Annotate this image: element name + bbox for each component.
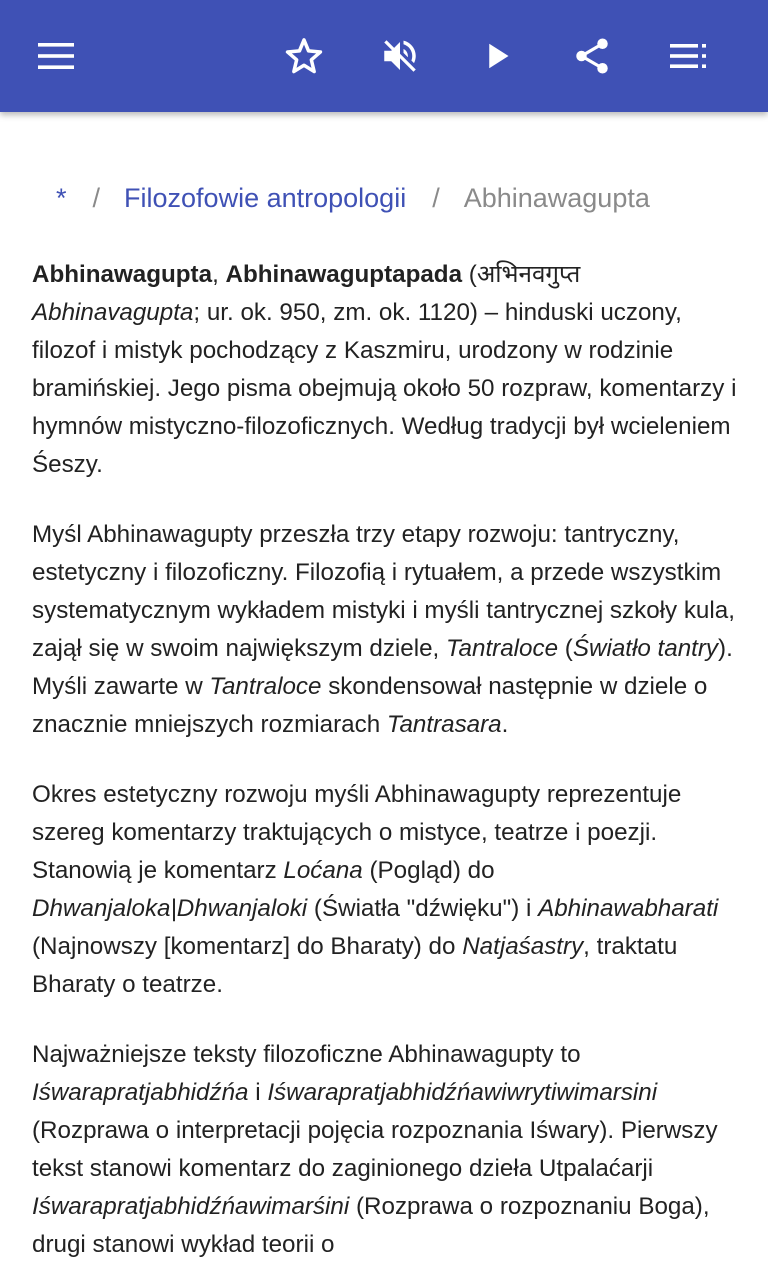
favorite-button[interactable] [276,28,332,84]
work-title: Natjaśastry [462,933,584,960]
work-title: Loćana [283,857,363,884]
share-icon [571,35,613,77]
work-title: Tantrasara [386,711,502,738]
devanagari-name: अभिनवगुप्त [476,261,581,288]
paragraph-thought: Myśl Abhinawagupty przeszła trzy etapy rozwoju: tantryczny, estetyczny i filozoficzny. Filozofią i rytuałem, a przede wszystkim systematycznym wykładem mistyki i myśli tantrycznej szkoły kula, zajął się w swoim największym dziele, Tantraloce (Światło tantry). Myśli zawarte w Tantraloce skondensował następnie w dziele o znacznie mniejszych rozmiarach Tantrasara. [32,521,735,738]
breadcrumb-separator: / [92,183,101,213]
alternate-name: Abhinawaguptapada [225,261,463,288]
mute-button[interactable] [372,28,428,84]
work-title: Tantraloce [446,635,559,662]
article-content [0,112,768,1280]
paragraph-intro: Abhinawagupta, Abhinawaguptapada (अभिनवगुप्त Abhinavagupta; ur. ok. 950, zm. ok. 1120) – hinduski uczony, filozof i mistyk pochodzący z Kaszmiru, urodzony w rodzinie bramińskiej. Jego pisma obejmują około 50 rozpraw, komentarzy i hymnów mistyczno-filozoficznych. Według tradycji był wcieleniem Śeszy. [32,261,737,478]
playlist-button[interactable] [660,28,716,84]
work-title: Iśwarapratjabhidźńa [32,1079,249,1106]
breadcrumb-root-link[interactable]: * [56,183,67,213]
work-title: Światło tantry [572,635,719,662]
work-title: Dhwanjaloka|Dhwanjaloki [32,895,308,922]
menu-button[interactable] [28,28,84,84]
paragraph-aesthetic: Okres estetyczny rozwoju myśli Abhinawagupty reprezentuje szereg komentarzy traktujących o mistyce, teatrze i poezji. Stanowią je komentarz Loćana (Pogląd) do Dhwanjaloka|Dhwanjaloki (Światła "dźwięku") i Abhinawabharati (Najnowszy [komentarz] do Bharaty) do Natjaśastry, traktatu Bharaty o teatrze. [32,781,719,998]
breadcrumb [56,182,650,214]
paragraph-philosophy: Najważniejsze teksty filozoficzne Abhinawagupty to Iśwarapratjabhidźńa i Iśwarapratjabhidźńawiwrytiwimarsini (Rozprawa o interpretacji pojęcia rozpoznania Iśwary). Pierwszy tekst stanowi komentarz do zaginionego dzieła Utpalaćarji Iśwarapratjabhidźńawimarśini (Rozprawa o rozpoznaniu Boga), drugi stanowi wykład teorii o [32,1041,718,1258]
volume-off-icon [379,35,421,77]
work-title: Abhinawabharati [538,895,719,922]
star-outline-icon [283,35,325,77]
app-toolbar [0,0,768,112]
menu-icon [36,36,76,76]
work-title: Iśwarapratjabhidźńawiwrytiwimarsini [267,1079,658,1106]
work-title: Tantraloce [209,673,322,700]
breadcrumb-category-link[interactable]: Filozofowie antropologii [124,183,407,213]
breadcrumb-separator: / [432,183,440,213]
article-body [32,256,738,1280]
share-button[interactable] [564,28,620,84]
playlist-icon [668,36,708,76]
transliteration: Abhinavagupta [32,299,194,326]
play-icon [477,35,519,77]
work-title: Iśwarapratjabhidźńawimarśini [32,1193,350,1220]
breadcrumb-current: Abhinawagupta [463,183,650,213]
article-title-name: Abhinawagupta [32,261,213,288]
play-button[interactable] [470,28,526,84]
